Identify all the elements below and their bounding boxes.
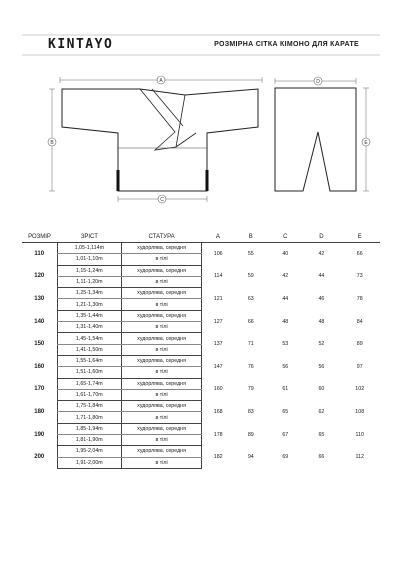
c-cell: 69 xyxy=(282,454,289,461)
height-cell: 1,65-1,74m xyxy=(57,378,122,389)
c-cell: 53 xyxy=(282,341,289,348)
build-cell: худорлява, середня xyxy=(122,288,202,299)
header-size: РОЗМІР xyxy=(22,232,57,243)
brand-logo: KINTAYO xyxy=(48,37,114,52)
d-cell: 42 xyxy=(318,251,325,258)
build-cell: худорлява, середня xyxy=(122,446,202,457)
label-c: C xyxy=(160,196,164,203)
d-cell: 66 xyxy=(318,454,325,461)
table-row xyxy=(22,265,380,276)
page-title: РОЗМІРНА СІТКА КІМОНО ДЛЯ КАРАТЕ xyxy=(214,41,359,48)
a-cell: 168 xyxy=(213,408,223,415)
d-cell: 52 xyxy=(318,341,325,348)
height-cell: 1,45-1,54m xyxy=(57,333,122,344)
label-e: E xyxy=(364,139,368,146)
size-table xyxy=(22,232,380,469)
a-cell: 114 xyxy=(213,273,223,280)
table-row xyxy=(22,378,380,389)
header-build: СТАТУРА xyxy=(122,232,202,243)
height-cell: 1,05-1,114m xyxy=(57,243,122,254)
table-row xyxy=(22,355,380,366)
a-cell: 160 xyxy=(213,386,223,393)
d-cell: 62 xyxy=(318,408,325,415)
c-cell: 44 xyxy=(282,295,289,302)
build-cell: в тілі xyxy=(122,254,202,265)
height-cell: 1,41-1,50m xyxy=(57,344,122,355)
jacket-slit-left xyxy=(117,170,120,191)
size-cell: 150 xyxy=(34,341,45,348)
build-cell: в тілі xyxy=(122,299,202,310)
header-e: E xyxy=(339,232,380,243)
size-cell: 160 xyxy=(34,363,45,370)
c-cell: 61 xyxy=(282,386,289,393)
height-cell: 1,35-1,44m xyxy=(57,310,122,321)
c-cell: 48 xyxy=(282,318,289,325)
b-cell: 63 xyxy=(247,295,254,302)
build-cell: в тілі xyxy=(122,435,202,446)
e-cell: 108 xyxy=(355,408,365,415)
size-cell: 190 xyxy=(34,431,45,438)
height-cell: 1,01-1,10m xyxy=(57,254,122,265)
b-cell: 55 xyxy=(247,251,254,258)
height-cell: 1,81-1,90m xyxy=(57,435,122,446)
table-row xyxy=(22,288,380,299)
table-row xyxy=(22,333,380,344)
b-cell: 71 xyxy=(247,341,254,348)
build-cell: в тілі xyxy=(122,344,202,355)
a-cell: 182 xyxy=(213,454,223,461)
d-cell: 46 xyxy=(318,295,325,302)
height-cell: 1,21-1,30m xyxy=(57,299,122,310)
build-cell: в тілі xyxy=(122,276,202,287)
e-cell: 84 xyxy=(356,318,363,325)
height-cell: 1,75-1,84m xyxy=(57,401,122,412)
d-cell: 60 xyxy=(318,386,325,393)
build-cell: худорлява, середня xyxy=(122,423,202,434)
height-cell: 1,61-1,70m xyxy=(57,389,122,400)
header-b: B xyxy=(234,232,267,243)
size-cell: 120 xyxy=(34,273,45,280)
d-cell: 48 xyxy=(318,318,325,325)
table-row xyxy=(22,446,380,457)
b-cell: 94 xyxy=(247,454,254,461)
jacket-outline xyxy=(62,89,258,191)
height-cell: 1,25-1,34m xyxy=(57,288,122,299)
size-cell: 180 xyxy=(34,408,45,415)
d-cell: 44 xyxy=(318,273,325,280)
build-cell: худорлява, середня xyxy=(122,333,202,344)
e-cell: 89 xyxy=(356,341,363,348)
b-cell: 83 xyxy=(247,408,254,415)
build-cell: худорлява, середня xyxy=(122,310,202,321)
header-height: ЗРІСТ xyxy=(57,232,122,243)
e-cell: 97 xyxy=(356,363,363,370)
build-cell: в тілі xyxy=(122,412,202,423)
height-cell: 1,95-2,04m xyxy=(57,446,122,457)
table-row xyxy=(22,310,380,321)
build-cell: в тілі xyxy=(122,322,202,333)
e-cell: 110 xyxy=(355,431,364,438)
table-row xyxy=(22,401,380,412)
size-cell: 110 xyxy=(34,251,45,258)
b-cell: 59 xyxy=(247,273,254,280)
height-cell: 1,31-1,40m xyxy=(57,322,122,333)
a-cell: 121 xyxy=(213,295,223,302)
c-cell: 65 xyxy=(282,408,289,415)
b-cell: 89 xyxy=(247,431,254,438)
trousers-outline xyxy=(275,88,356,191)
build-cell: худорлява, середня xyxy=(122,355,202,366)
b-cell: 79 xyxy=(247,386,254,393)
label-d: D xyxy=(316,78,320,85)
e-cell: 112 xyxy=(355,454,364,461)
c-cell: 56 xyxy=(282,363,289,370)
size-cell: 200 xyxy=(34,454,45,461)
height-cell: 1,51-1,60m xyxy=(57,367,122,378)
b-cell: 76 xyxy=(247,363,254,370)
height-cell: 1,71-1,80m xyxy=(57,412,122,423)
label-b: B xyxy=(50,139,54,146)
a-cell: 178 xyxy=(213,431,223,438)
build-cell: худорлява, середня xyxy=(122,265,202,276)
kimono-diagram xyxy=(0,0,403,230)
a-cell: 147 xyxy=(213,363,223,370)
e-cell: 73 xyxy=(356,273,363,280)
label-a: A xyxy=(159,77,163,84)
c-cell: 42 xyxy=(282,273,289,280)
size-cell: 170 xyxy=(34,386,45,393)
d-cell: 56 xyxy=(318,363,325,370)
header-a: A xyxy=(202,232,235,243)
build-cell: худорлява, середня xyxy=(122,401,202,412)
a-cell: 106 xyxy=(213,251,223,258)
header-c: C xyxy=(267,232,303,243)
c-cell: 67 xyxy=(282,431,289,438)
c-cell: 40 xyxy=(282,251,289,258)
build-cell: худорлява, середня xyxy=(122,378,202,389)
jacket-collar xyxy=(140,89,196,150)
a-cell: 127 xyxy=(213,318,223,325)
height-cell: 1,11-1,20m xyxy=(57,276,122,287)
height-cell: 1,85-1,94m xyxy=(57,423,122,434)
jacket-slit-right xyxy=(206,170,209,191)
size-cell: 130 xyxy=(34,295,45,302)
build-cell: в тілі xyxy=(122,457,202,468)
height-cell: 1,15-1,24m xyxy=(57,265,122,276)
height-cell: 1,55-1,64m xyxy=(57,355,122,366)
table-row xyxy=(22,423,380,434)
build-cell: в тілі xyxy=(122,389,202,400)
height-cell: 1,91-2,00m xyxy=(57,457,122,468)
build-cell: худорлява, середня xyxy=(122,243,202,254)
table-header-row xyxy=(22,232,380,243)
e-cell: 78 xyxy=(356,295,363,302)
header-d: D xyxy=(303,232,339,243)
e-cell: 66 xyxy=(356,251,363,258)
d-cell: 65 xyxy=(318,431,325,438)
build-cell: в тілі xyxy=(122,367,202,378)
b-cell: 66 xyxy=(247,318,254,325)
size-cell: 140 xyxy=(34,318,45,325)
a-cell: 137 xyxy=(213,341,223,348)
e-cell: 102 xyxy=(355,386,365,393)
table-row xyxy=(22,243,380,254)
